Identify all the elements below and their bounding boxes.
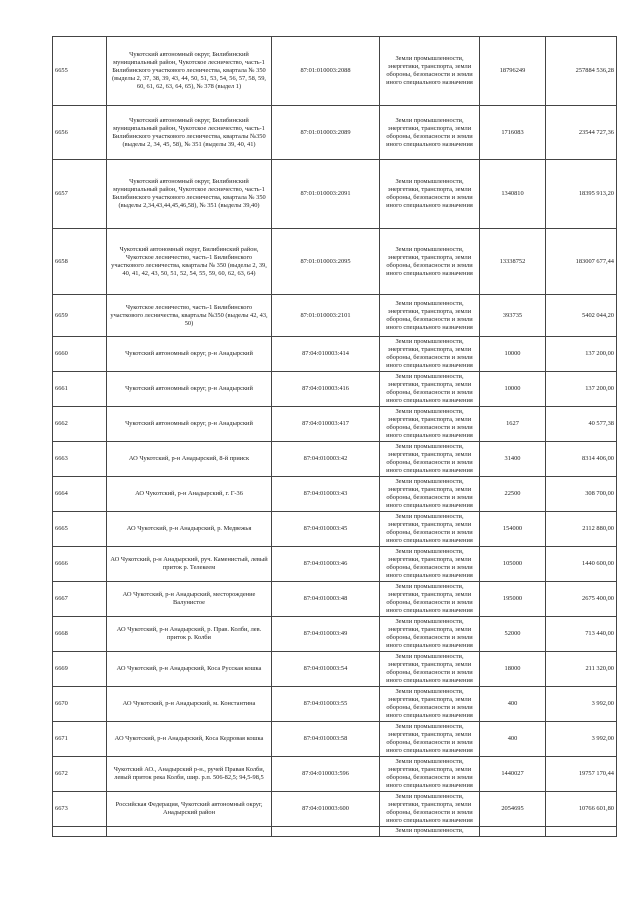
- address-cell: АО Чукотский, р-н Анадырский, р. Прав. Колби, лев. приток р. Колби: [107, 617, 272, 652]
- row-number: 6655: [53, 37, 107, 106]
- address-cell: АО Чукотский, р-н Анадырский, г. Г-36: [107, 477, 272, 512]
- cadastral-number-cell: 87:04:010003:43: [272, 477, 380, 512]
- cadastral-number-cell: 87:01:010003:2091: [272, 160, 380, 229]
- land-category-cell: Земли промышленности, энергетики, транспорта, земли обороны, безопасности и земли иного специального назначения: [380, 722, 480, 757]
- land-category-cell: Земли промышленности, энергетики, транспорта, земли обороны, безопасности и земли иного специального назначения: [380, 372, 480, 407]
- cadastral-value-cell: 2675 400,00: [546, 582, 617, 617]
- land-category-cell: Земли промышленности, энергетики, транспорта, земли обороны, безопасности и земли иного специального назначения: [380, 37, 480, 106]
- area-cell: 1340810: [480, 160, 546, 229]
- row-number: 6669: [53, 652, 107, 687]
- cadastral-value-cell: 183007 677,44: [546, 229, 617, 295]
- empty-cell: [107, 827, 272, 837]
- table-row: [53, 582, 617, 617]
- row-number: 6673: [53, 792, 107, 827]
- row-number: 6662: [53, 407, 107, 442]
- cadastral-value-cell: 2112 880,00: [546, 512, 617, 547]
- table-row: [53, 547, 617, 582]
- row-number: 6668: [53, 617, 107, 652]
- area-cell: 22500: [480, 477, 546, 512]
- address-cell: Российская Федерация, Чукотский автономный округ, Анадырский район: [107, 792, 272, 827]
- land-category-cell: Земли промышленности, энергетики, транспорта, земли обороны, безопасности и земли иного специального назначения: [380, 160, 480, 229]
- row-number: 6665: [53, 512, 107, 547]
- address-cell: Чукотский автономный округ, р-н Анадырский: [107, 372, 272, 407]
- cadastral-value-cell: 10766 601,80: [546, 792, 617, 827]
- address-cell: АО Чукотский, р-н Анадырский, р. Медвежья: [107, 512, 272, 547]
- area-cell: 400: [480, 722, 546, 757]
- row-number: 6670: [53, 687, 107, 722]
- cadastral-value-cell: 137 200,00: [546, 337, 617, 372]
- cadastral-number-cell: 87:04:010003:45: [272, 512, 380, 547]
- area-cell: 18000: [480, 652, 546, 687]
- address-cell: АО Чукотский, р-н Анадырский, месторождение Валунистое: [107, 582, 272, 617]
- table-row: [53, 37, 617, 106]
- area-cell: 1627: [480, 407, 546, 442]
- row-number: 6667: [53, 582, 107, 617]
- land-category-cell: Земли промышленности, энергетики, транспорта, земли обороны, безопасности и земли иного специального назначения: [380, 512, 480, 547]
- land-category-cell: Земли промышленности, энергетики, транспорта, земли обороны, безопасности и земли иного специального назначения: [380, 295, 480, 337]
- address-cell: АО Чукотский, р-н Анадырский, Коса Кедровая кошка: [107, 722, 272, 757]
- address-cell: Чукотский автономный округ, Билибинский район, Чукотское лесничество, часть-1 Билибинского участкового лесничества, кварталы № 350 (выделы 2, 39, 40, 41, 42, 43, 50, 51, 52, 54, 55, 59, 60, 62, 63, 64): [107, 229, 272, 295]
- area-cell: 18796249: [480, 37, 546, 106]
- address-cell: Чукотский автономный округ, р-н Анадырский: [107, 407, 272, 442]
- cadastral-value-cell: 3 992,00: [546, 722, 617, 757]
- land-category-cell: Земли промышленности, энергетики, транспорта, земли обороны, безопасности и земли иного специального назначения: [380, 547, 480, 582]
- table-row: [53, 337, 617, 372]
- land-category-cell: Земли промышленности, энергетики, транспорта, земли обороны, безопасности и земли иного специального назначения: [380, 617, 480, 652]
- land-category-cell: Земли промышленности, энергетики, транспорта, земли обороны, безопасности и земли иного специального назначения: [380, 687, 480, 722]
- address-cell: АО Чукотский, р-н Анадырский, м. Константина: [107, 687, 272, 722]
- area-cell: 52000: [480, 617, 546, 652]
- cadastral-value-cell: 23544 727,36: [546, 106, 617, 160]
- cadastral-value-cell: 8314 406,00: [546, 442, 617, 477]
- area-cell: 154000: [480, 512, 546, 547]
- table-row: [53, 617, 617, 652]
- area-cell: 13338752: [480, 229, 546, 295]
- cadastral-value-cell: 257884 536,28: [546, 37, 617, 106]
- cadastral-number-cell: 87:04:010003:55: [272, 687, 380, 722]
- table-row: [53, 687, 617, 722]
- cadastral-number-cell: 87:04:010003:42: [272, 442, 380, 477]
- cadastral-value-cell: 308 700,00: [546, 477, 617, 512]
- area-cell: 1440027: [480, 757, 546, 792]
- address-cell: Чукотский автономный округ, Билибинский муниципальный район, Чукотское лесничество, часть-1 Билибинского участкового лесничества, квартала № 350 (выделы 2, 37, 38, 39, 43, 44, 50, 51, 53, 54, 56, 57, 58, 59, 60, 61, 62, 63, 64, 65), № 378 (выдел 1): [107, 37, 272, 106]
- land-category-cell: Земли промышленности, энергетики, транспорта, земли обороны, безопасности и земли иного специального назначения: [380, 337, 480, 372]
- cadastral-value-cell: 211 320,00: [546, 652, 617, 687]
- area-cell: 400: [480, 687, 546, 722]
- table-row: [53, 757, 617, 792]
- address-cell: Чукотский АО., Анадырский р-н., ручей Правая Колби, левый приток река Колби, шир. р.п. 506-82,5; 94,5-98,5: [107, 757, 272, 792]
- land-category-cell: Земли промышленности, энергетики, транспорта, земли обороны, безопасности и земли иного специального назначения: [380, 106, 480, 160]
- cadastral-number-cell: 87:04:010003:600: [272, 792, 380, 827]
- cadastral-number-cell: 87:04:010003:49: [272, 617, 380, 652]
- table-row: [53, 372, 617, 407]
- cadastral-value-cell: 18395 913,20: [546, 160, 617, 229]
- row-number: 6664: [53, 477, 107, 512]
- row-number: 6672: [53, 757, 107, 792]
- land-category-cell: Земли промышленности, энергетики, транспорта, земли обороны, безопасности и земли иного специального назначения: [380, 229, 480, 295]
- table-row: [53, 442, 617, 477]
- table-row: [53, 160, 617, 229]
- area-cell: 10000: [480, 372, 546, 407]
- table-row: [53, 722, 617, 757]
- address-cell: АО Чукотский, р-н Анадырский, 8-й прииск: [107, 442, 272, 477]
- empty-cell: [480, 827, 546, 837]
- land-category-cell: Земли промышленности, энергетики, транспорта, земли обороны, безопасности и земли иного специального назначения: [380, 442, 480, 477]
- cadastral-value-cell: 5402 044,20: [546, 295, 617, 337]
- cadastral-value-cell: 713 440,00: [546, 617, 617, 652]
- address-cell: Чукотский автономный округ, Билибинский муниципальный район, Чукотское лесничество, часть-1 Билибинского участкового лесничества, кварталы №350 (выделы 2, 34, 45, 58), № 351 (выделы 39, 40, 41): [107, 106, 272, 160]
- table-row: [53, 652, 617, 687]
- address-cell: Чукотское лесничество, часть-1 Билибинского участкового лесничества, кварталы №350 (выделы 42, 43, 50): [107, 295, 272, 337]
- address-cell: АО Чукотский, р-н Анадырский, руч. Каменистый, левый приток р. Телекеем: [107, 547, 272, 582]
- land-category-cell: Земли промышленности, энергетики, транспорта, земли обороны, безопасности и земли иного специального назначения: [380, 652, 480, 687]
- table-row-partial: [53, 827, 617, 837]
- area-cell: 1716083: [480, 106, 546, 160]
- cadastral-number-cell: 87:04:010003:416: [272, 372, 380, 407]
- cadastral-number-cell: 87:04:010003:48: [272, 582, 380, 617]
- land-category-cell: Земли промышленности, энергетики, транспорта, земли обороны, безопасности и земли иного специального назначения: [380, 792, 480, 827]
- area-cell: 2054695: [480, 792, 546, 827]
- row-number: 6660: [53, 337, 107, 372]
- cadastral-number-cell: 87:01:010003:2088: [272, 37, 380, 106]
- area-cell: 31400: [480, 442, 546, 477]
- row-number: 6657: [53, 160, 107, 229]
- address-cell: Чукотский автономный округ, р-н Анадырский: [107, 337, 272, 372]
- area-cell: 393735: [480, 295, 546, 337]
- land-category-cell: Земли промышленности,: [380, 827, 480, 837]
- cadastral-number-cell: 87:04:010003:58: [272, 722, 380, 757]
- empty-cell: [272, 827, 380, 837]
- land-category-cell: Земли промышленности, энергетики, транспорта, земли обороны, безопасности и земли иного специального назначения: [380, 407, 480, 442]
- cadastral-number-cell: 87:04:010003:54: [272, 652, 380, 687]
- area-cell: 10000: [480, 337, 546, 372]
- land-category-cell: Земли промышленности, энергетики, транспорта, земли обороны, безопасности и земли иного специального назначения: [380, 757, 480, 792]
- cadastral-number-cell: 87:04:010003:596: [272, 757, 380, 792]
- table-row: [53, 407, 617, 442]
- table-row: [53, 295, 617, 337]
- row-number: 6661: [53, 372, 107, 407]
- land-category-cell: Земли промышленности, энергетики, транспорта, земли обороны, безопасности и земли иного специального назначения: [380, 477, 480, 512]
- row-number: 6658: [53, 229, 107, 295]
- cadastral-number-cell: 87:04:010003:414: [272, 337, 380, 372]
- table-row: [53, 792, 617, 827]
- table-row: [53, 477, 617, 512]
- cadastral-value-cell: 137 200,00: [546, 372, 617, 407]
- table-row: [53, 229, 617, 295]
- empty-cell: [546, 827, 617, 837]
- land-registry-table: [52, 36, 617, 837]
- row-number: 6656: [53, 106, 107, 160]
- table-row: [53, 106, 617, 160]
- cadastral-value-cell: 1440 600,00: [546, 547, 617, 582]
- cadastral-number-cell: 87:01:010003:2089: [272, 106, 380, 160]
- row-number: 6671: [53, 722, 107, 757]
- address-cell: Чукотский автономный округ, Билибинский муниципальный район, Чукотское лесничество, часть-1 Билибинского участкового лесничества, квартала № 350 (выделы 2,34,43,44,45,46,58), № 351 (выделы 39,40): [107, 160, 272, 229]
- cadastral-number-cell: 87:04:010003:417: [272, 407, 380, 442]
- cadastral-value-cell: 3 992,00: [546, 687, 617, 722]
- cadastral-value-cell: 19757 170,44: [546, 757, 617, 792]
- cadastral-number-cell: 87:01:010003:2101: [272, 295, 380, 337]
- empty-cell: [53, 827, 107, 837]
- row-number: 6663: [53, 442, 107, 477]
- area-cell: 195000: [480, 582, 546, 617]
- cadastral-value-cell: 40 577,38: [546, 407, 617, 442]
- cadastral-number-cell: 87:01:010003:2095: [272, 229, 380, 295]
- land-category-cell: Земли промышленности, энергетики, транспорта, земли обороны, безопасности и земли иного специального назначения: [380, 582, 480, 617]
- cadastral-number-cell: 87:04:010003:46: [272, 547, 380, 582]
- area-cell: 105000: [480, 547, 546, 582]
- table-row: [53, 512, 617, 547]
- row-number: 6666: [53, 547, 107, 582]
- row-number: 6659: [53, 295, 107, 337]
- table-body: [53, 37, 617, 837]
- address-cell: АО Чукотский, р-н Анадырский, Коса Русская кошка: [107, 652, 272, 687]
